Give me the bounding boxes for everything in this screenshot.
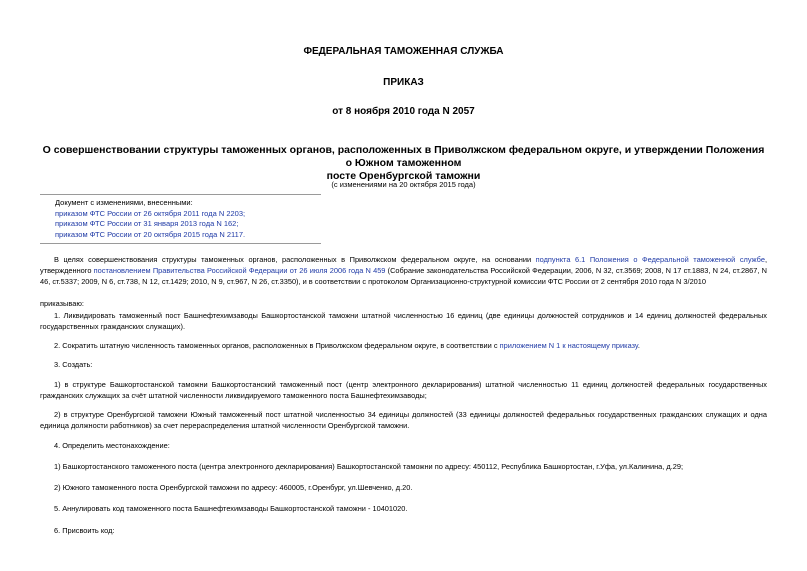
divider-bottom: [40, 243, 321, 244]
regulation-link[interactable]: подпункта 6.1 Положения о Федеральной таможенной службе: [535, 255, 765, 264]
item-4-2: 2) Южного таможенного поста Оренбургской таможни по адресу: 460005, г.Оренбург, ул.Шевченко, д.20.: [54, 483, 413, 492]
amendment-link-3[interactable]: приказом ФТС России от 20 октября 2015 года N 2117.: [55, 229, 246, 239]
item-6: 6. Присвоить код:: [54, 526, 115, 535]
preamble-text-2: , утвержденного: [40, 255, 767, 275]
item-2-end: .: [637, 341, 640, 350]
item-4: 4. Определить местонахождение:: [54, 441, 170, 450]
amendments-intro: Документ с изменениями, внесенными:: [55, 198, 193, 207]
government-decree-link[interactable]: постановлением Правительства Российской Федерации от 26 июля 2006 года N 459: [93, 266, 386, 275]
edition-note: (с изменениями на 20 октября 2015 года): [331, 180, 476, 189]
title-line-1: О совершенствовании структуры таможенных органов, расположенных в Приволжском федеральном округе, и утверждении Положения о Южном таможенном: [42, 144, 765, 169]
amendment-link-1[interactable]: приказом ФТС России от 26 октября 2011 года N 2203;: [55, 208, 246, 218]
item-3: 3. Создать:: [54, 360, 93, 369]
document-title: [40, 144, 767, 183]
amendment-link-2[interactable]: приказом ФТС России от 31 января 2013 года N 162;: [55, 219, 239, 228]
amendments-block: [55, 198, 455, 240]
item-5: 5. Аннулировать код таможенного поста Башнефтехимзаводы Башкортостанской таможни - 10401020.: [54, 504, 408, 513]
document-type: ПРИКАЗ: [383, 77, 424, 88]
preamble-paragraph: [40, 254, 767, 287]
item-2-text: 2. Сократить штатную численность таможенных органов, расположенных в Приволжском федеральном округе, в соответствии с: [54, 341, 500, 350]
title-line-2: посте Оренбургской таможни: [326, 170, 481, 182]
appendix-1-link[interactable]: приложением N 1 к настоящему приказу: [499, 341, 638, 350]
divider-top: [40, 194, 321, 195]
item-4-1: 1) Башкортостанского таможенного поста (центра электронного декларирования) Башкортостанской таможни по адресу: 450112, Республика Башкортостан, г.Уфа, ул.Калинина, д.29;: [54, 462, 684, 471]
preamble-text-1: В целях совершенствования структуры таможенных органов, расположенных в Приволжском федеральном округе, на основании: [54, 255, 536, 264]
item-3-2: 2) в структуре Оренбургской таможни Южный таможенный пост штатной численностью 34 единицы должностей (33 единицы должностей федеральных государственных гражданских служащих и одна единица должности работников) за счет перераспределения штатной численности Оренбургской таможни.: [40, 410, 767, 430]
order-word: приказываю:: [40, 299, 84, 308]
document-date: от 8 ноября 2010 года N 2057: [332, 106, 475, 117]
item-3-1: 1) в структуре Башкортостанской таможни Башкортостанский таможенный пост (центр электронного декларирования) штатной численностью 11 единиц должностей федеральных государственных гражданских служащих за счёт штатной численности ликвидируемого таможенного поста Башнефтехимзаводы;: [40, 380, 767, 400]
item-2: [40, 340, 767, 351]
preamble-text-3: (Собрание законодательства Российской Федерации, 2006, N 32, ст.3569; 2008, N 17 ст.1883, N 24, ст.2867, N 46, ст.5337; 2009, N 6, ст.738, N 12, ст.1429; 2010, N 9, ст.967, N 26, ст.3350), и в соответствии с протоколом Организационно-структурной комиссии ФТС России от 2 сентября 2010 года N 3/2010: [40, 266, 767, 286]
agency-name: ФЕДЕРАЛЬНАЯ ТАМОЖЕННАЯ СЛУЖБА: [303, 46, 504, 57]
item-1: 1. Ликвидировать таможенный пост Башнефтехимзаводы Башкортостанской таможни штатной численностью 16 единиц (две единицы должностей сотрудников и 14 единиц должностей федеральных государственных гражданских служащих).: [40, 311, 767, 331]
